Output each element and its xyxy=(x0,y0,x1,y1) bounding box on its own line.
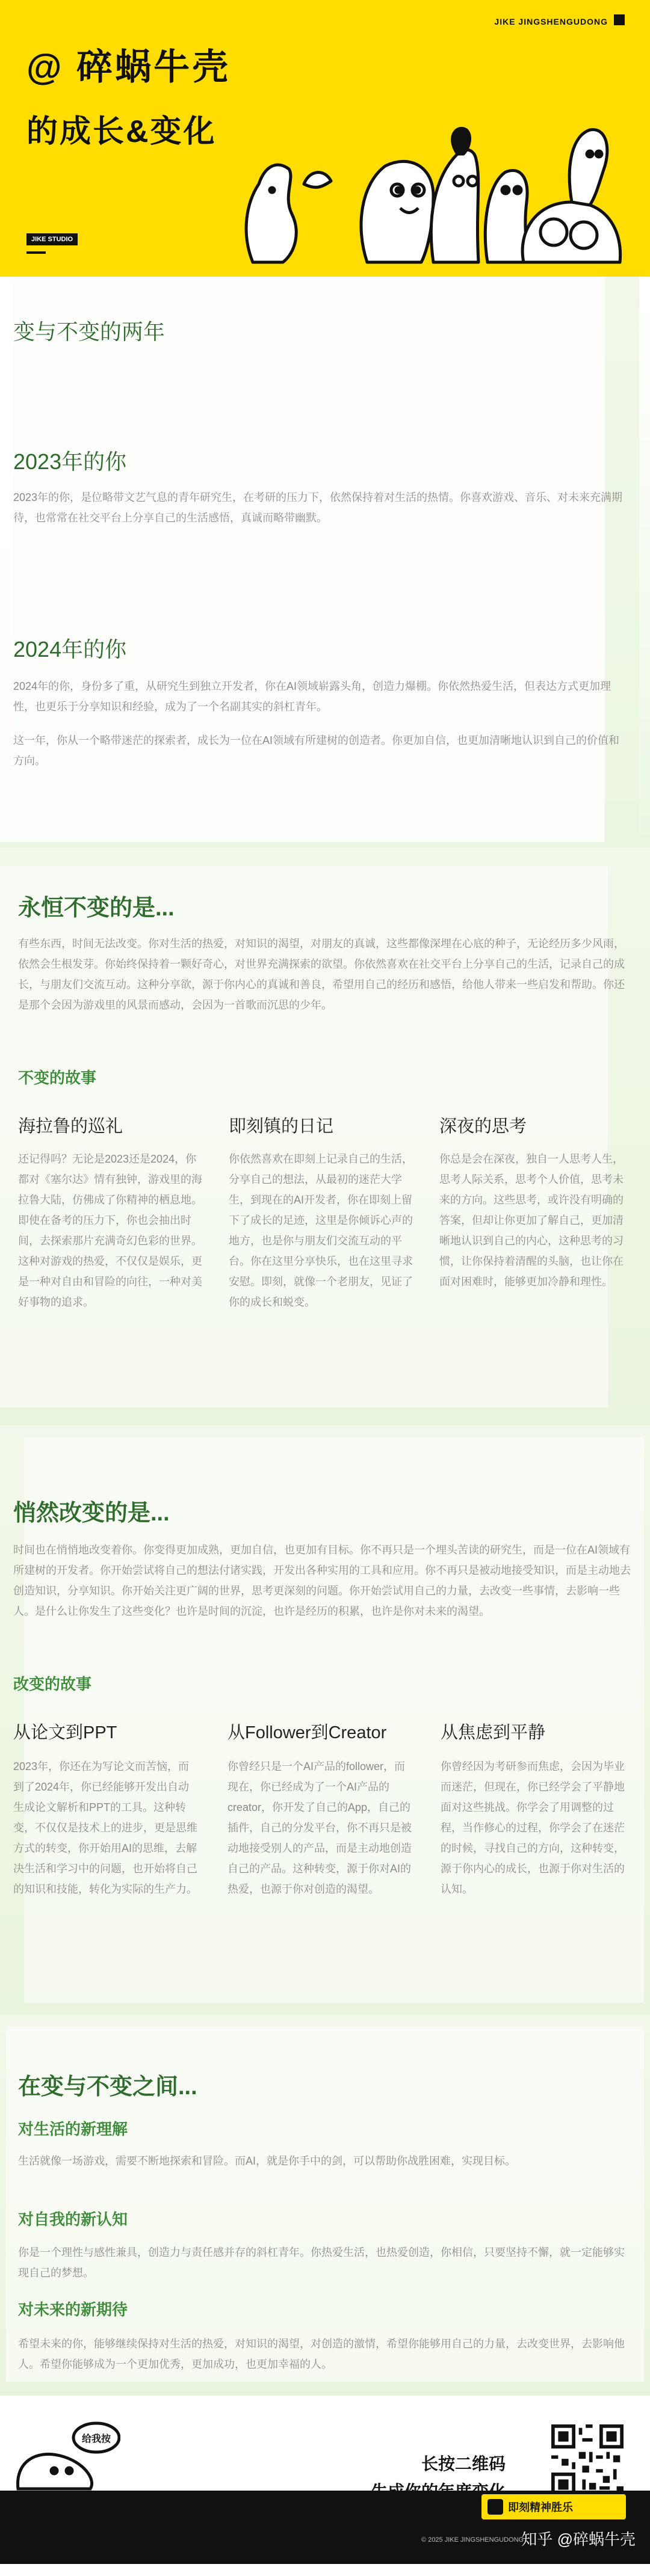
story-title: 海拉鲁的巡礼 xyxy=(18,1117,123,1136)
story-title: 从焦虑到平静 xyxy=(441,1723,546,1742)
story-text: 你曾经因为考研参而焦虑，会因为毕业而迷茫，但现在，你已经学会了平静地面对这些挑战。你学会了用调整的过程，当作修心的过程，你学会了在迷茫的时候，寻找自己的方向，这种转变，源于你内心的成长，也源于你对生活的认知。 xyxy=(441,1760,625,1895)
footer-sticker-text: 给我按 xyxy=(82,2434,111,2444)
year-2023-text: 2023年的你，是位略带文艺气息的青年研究生，在考研的压力下，依然保持着对生活的热情。你喜欢游戏、音乐、对未来充满期待，也常常在社交平台上分享自己的生活感悟，真诚而略带幽默。 xyxy=(13,491,623,524)
footer-mascot-illustration xyxy=(12,2414,120,2492)
watermark: 知乎 @碎蜗牛壳 xyxy=(521,2530,636,2548)
hero-title-line2: 的成长&变化 xyxy=(26,114,217,149)
story-title: 从Follower到Creator xyxy=(228,1723,387,1742)
between-section xyxy=(0,2015,650,2396)
between-title: 在变与不变之间... xyxy=(18,2074,197,2100)
hero-title-line1: @ 碎蜗牛壳 xyxy=(26,47,231,87)
between-item-text: 生活就像一场游戏，需要不断地探索和冒险。而AI，就是你手中的剑，可以帮助你战胜困难，实现目标。 xyxy=(18,2155,516,2167)
unchanged-stories-heading: 不变的故事 xyxy=(18,1069,97,1087)
changed-title: 悄然改变的是... xyxy=(13,1501,170,1526)
section-title: 变与不变的两年 xyxy=(13,319,166,344)
between-item-text: 你是一个理性与感性兼具，创造力与责任感并存的斜杠青年。你热爱生活，也热爱创造，你相信，只要坚持不懈，就一定能够实现自己的梦想。 xyxy=(18,2246,625,2279)
unchanged-title: 永恒不变的是... xyxy=(18,896,175,921)
year-2024-heading: 2024年的你 xyxy=(13,637,127,662)
hero-header xyxy=(0,0,650,277)
changed-text: 时间也在悄悄地改变着你。你变得更加成熟，更加自信，也更加有目标。你不再只是一个埋头苦读的研究生，而是一位在AI领域有所建树的开发者。你开始尝试将自己的想法付诸实践，开发出各种实用的工具和应用。你不再只是被动地接受知识，而是主动地去创造知识，分享知识。你开始关注更广阔的世界，思考更深刻的问题。你开始尝试用自己的力量，去改变一些事情，去影响一些人。是什么让你发生了这些变化？也许是时间的沉淀，也许是经历的积累，也许是你对未来的渴望。 xyxy=(13,1544,631,1617)
studio-badge: JIKE STUDIO xyxy=(26,233,78,245)
between-item-text: 希望未来的你，能够继续保持对生活的热爱，对知识的渴望，对创造的激情，希望你能够用自己的力量，去改变世界，去影响他人。希望你能够成为一个更加优秀，更加成功，也更加幸福的人。 xyxy=(18,2338,625,2370)
between-item-heading: 对未来的新期待 xyxy=(18,2301,128,2319)
app-logo xyxy=(481,2494,626,2519)
mascot-illustration xyxy=(235,112,626,268)
footer-cta-line1: 长按二维码 xyxy=(421,2455,506,2473)
brand-label: JIKE JINGSHENGUDONG xyxy=(494,17,608,26)
copyright: © 2025 JIKE JINGSHENGUDONG xyxy=(421,2536,524,2544)
unchanged-section xyxy=(0,848,650,1425)
intro-section xyxy=(0,277,650,848)
divider xyxy=(26,251,46,254)
changed-stories-heading: 改变的故事 xyxy=(13,1675,92,1693)
unchanged-text: 有些东西，时间无法改变。你对生活的热爱，对知识的渴望，对朋友的真诚，这些都像深埋在心底的种子，无论经历多少风雨，依然会生根发芽。你始终保持着一颗好奇心，对世界充满探索的欲望。你依然喜欢在社交平台上分享自己的生活，记录自己的成长，与朋友们交流互动。这种分享欲，源于你内心的真诚和善良，希望用自己的经历和感悟，给他人带来一些启发和帮助。你还是那个会因为游戏里的风景而感动，会因为一首歌而沉思的少年。 xyxy=(18,938,625,1011)
story-title: 即刻镇的日记 xyxy=(229,1117,334,1136)
year-2024-text: 2024年的你，身份多了重，从研究生到独立开发者，你在AI领域崭露头角，创造力爆棚。你依然热爱生活，但表达方式更加理性，也更乐于分享知识和经验，成为了一个名副其实的斜杠青年。 xyxy=(13,680,611,713)
app-logo-label: 即刻精神胜乐 xyxy=(508,2501,573,2513)
qr-code[interactable] xyxy=(551,2424,624,2497)
year-2024-text-2: 这一年，你从一个略带迷茫的探索者，成长为一位在AI领域有所建树的创造者。你更加自信，也更加清晰地认识到自己的价值和方向。 xyxy=(13,734,620,767)
story-title: 从论文到PPT xyxy=(13,1723,117,1742)
app-logo-icon xyxy=(488,2499,503,2515)
story-text: 2023年，你还在为写论文而苦恼，而到了2024年，你已经能够开发出自动生成论文解析和PPT的工具。这种转变，不仅仅是技术上的进步，更是思维方式的转变，你开始用AI的思维，去解决生活和学习中的问题，也开始将自己的知识和技能，转化为实际的生产力。 xyxy=(13,1760,197,1895)
story-text: 还记得吗？无论是2023还是2024，你都对《塞尔达》情有独钟，游戏里的海拉鲁大陆，仿佛成了你精神的栖息地。即使在备考的压力下，你也会抽出时间，去探索那片充满奇幻色彩的世界。这种对游戏的热爱，不仅仅是娱乐，更是一种对自由和冒险的向往，一种对美好事物的追求。 xyxy=(18,1153,202,1308)
story-text: 你曾经只是一个AI产品的follower，而现在，你已经成为了一个AI产品的creator，你开发了自己的App，自己的插件，自己的分发平台，你不再只是被动地接受别人的产品，而是主动地创造自己的产品。这种转变，源于你对AI的热爱，也源于你对创造的渴望。 xyxy=(228,1760,412,1895)
changed-section xyxy=(0,1425,650,2015)
between-item-heading: 对自我的新认知 xyxy=(18,2210,128,2228)
story-text: 你依然喜欢在即刻上记录自己的生活，分享自己的想法，从最初的迷茫大学生，到现在的AI开发者，你在即刻上留下了成长的足迹，这里是你倾诉心声的地方，也是你与朋友们交流互动的平台。你在这里分享快乐，也在这里寻求安慰。即刻，就像一个老朋友，见证了你的成长和蜕变。 xyxy=(229,1153,413,1308)
story-text: 你总是会在深夜，独自一人思考人生，思考人际关系，思考个人价值，思考未来的方向。这些思考，或许没有明确的答案，但却让你更加了解自己，更加清晰地认识到自己的内心，这种思考的习惯，让你保持着清醒的头脑，也让你在面对困难时，能够更加冷静和理性。 xyxy=(439,1153,624,1288)
footer xyxy=(0,2396,650,2564)
story-title: 深夜的思考 xyxy=(439,1117,527,1136)
year-2023-heading: 2023年的你 xyxy=(13,449,127,474)
between-item-heading: 对生活的新理解 xyxy=(18,2120,128,2138)
brand-square-icon xyxy=(614,14,625,25)
